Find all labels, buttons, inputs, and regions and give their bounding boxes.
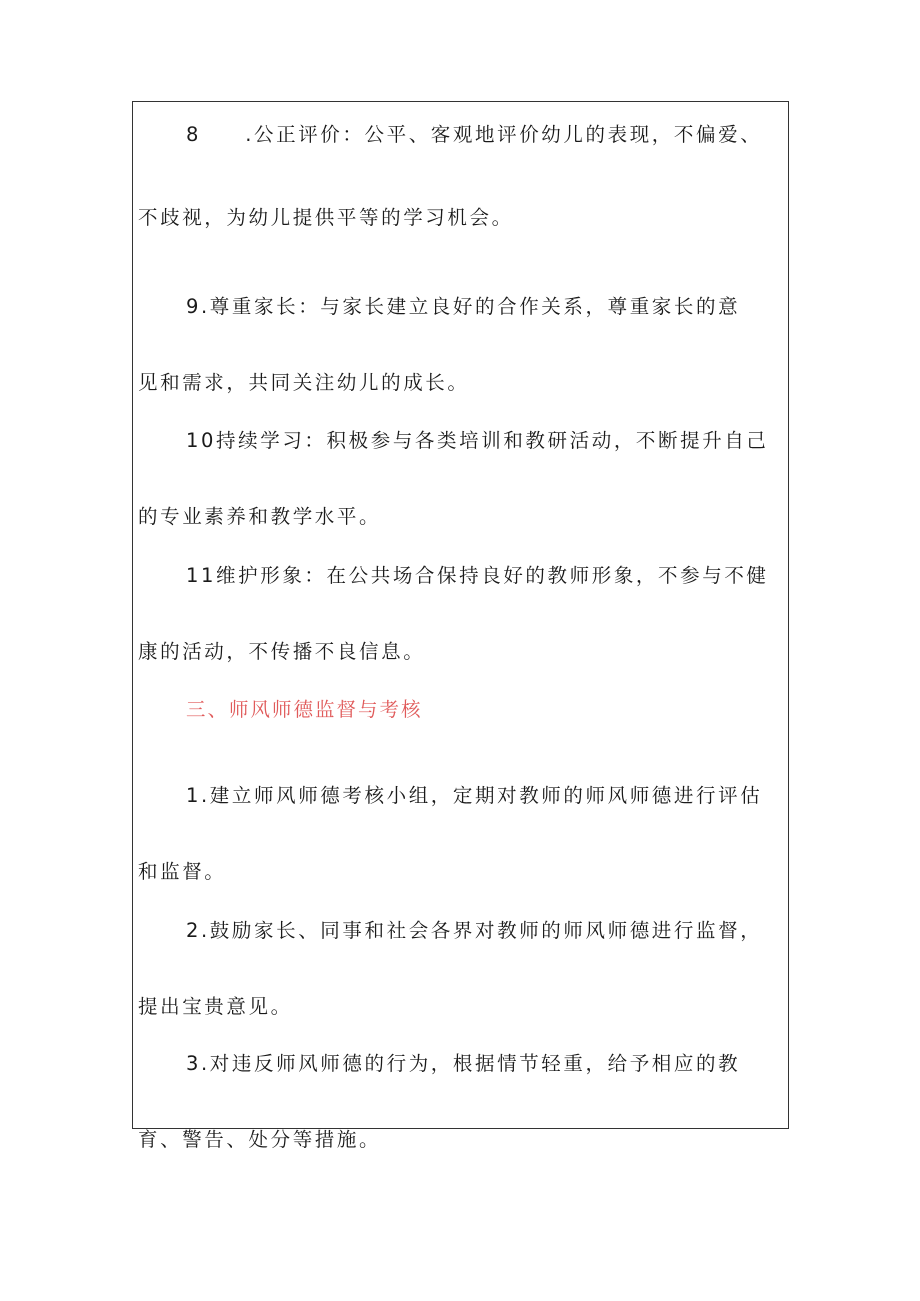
paragraph-line: 不歧视，为幼儿提供平等的学习机会。 bbox=[138, 206, 514, 229]
paragraph-item-8 bbox=[138, 125, 786, 228]
section-heading-text: 三、师风师德监督与考核 bbox=[186, 698, 423, 721]
paragraph-line: 3.对违反师风师德的行为，根据情节轻重，给予相应的教 bbox=[186, 1052, 741, 1075]
paragraph-item-10 bbox=[138, 431, 786, 527]
paragraph-line: 8 .公正评价：公平、客观地评价幼儿的表现，不偏爱、 bbox=[186, 123, 763, 146]
section-heading bbox=[138, 700, 786, 720]
paragraph-line: 1.建立师风师德考核小组，定期对教师的师风师德进行评估 bbox=[186, 784, 763, 807]
paragraph-line: 提出宝贵意见。 bbox=[138, 995, 293, 1018]
paragraph-section-item-3 bbox=[138, 1054, 786, 1150]
paragraph-line: 2.鼓励家长、同事和社会各界对教师的师风师德进行监督， bbox=[186, 919, 763, 942]
paragraph-line: 10持续学习：积极参与各类培训和教研活动，不断提升自己 bbox=[186, 429, 769, 452]
paragraph-line: 见和需求，共同关注幼儿的成长。 bbox=[138, 371, 470, 394]
paragraph-line: 康的活动，不传播不良信息。 bbox=[138, 640, 426, 663]
paragraph-line: 育、警告、处分等措施。 bbox=[138, 1128, 382, 1151]
paragraph-section-item-1 bbox=[138, 786, 786, 882]
paragraph-line: 11维护形象：在公共场合保持良好的教师形象，不参与不健 bbox=[186, 564, 769, 587]
paragraph-line: 的专业素养和教学水平。 bbox=[138, 505, 382, 528]
paragraph-line: 和监督。 bbox=[138, 860, 227, 883]
paragraph-item-9 bbox=[138, 297, 786, 393]
paragraph-line: 9.尊重家长：与家长建立良好的合作关系，尊重家长的意 bbox=[186, 295, 741, 318]
content-frame bbox=[132, 101, 789, 1151]
paragraph-section-item-2 bbox=[138, 921, 786, 1017]
paragraph-item-11 bbox=[138, 566, 786, 662]
